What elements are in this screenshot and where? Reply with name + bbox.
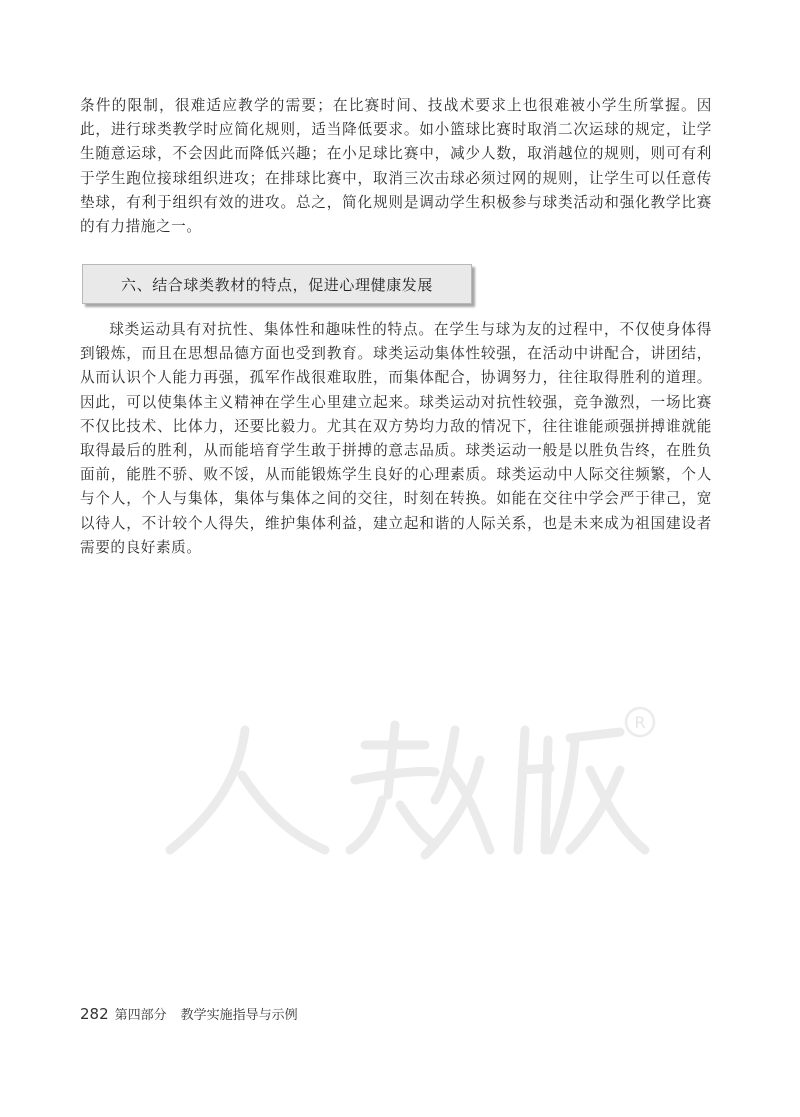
paragraph-top: 条件的限制，很难适应教学的需要；在比赛时间、技战术要求上也很难被小学生所掌握。因此，进行球类教学时应简化规则，适当降低要求。如小篮球比赛时取消二次运球的规定，让学生随意运球，不会因此而降低兴趣；在小足球比赛中，减少人数，取消越位的规则，则可有利于学生跑位接球组织进攻；在排球比赛中，取消三次击球必须过网的规则，让学生可以任意传垫球，有利于组织有效的进攻。总之，简化规则是调动学生积极参与球类活动和强化教学比赛的有力措施之一。 [80, 97, 712, 236]
section-heading: 六、结合球类教材的特点，促进心理健康发展 [121, 275, 434, 294]
page-footer [80, 1004, 298, 1023]
footer-part: 第四部分 [114, 1008, 167, 1023]
paragraph-main: 球类运动具有对抗性、集体性和趣味性的特点。在学生与球为友的过程中，不仅使身体得到锻炼，而且在思想品德方面也受到教育。球类运动集体性较强，在活动中讲配合，讲团结，从而认识个人能力再强，孤军作战很难取胜，而集体配合，协调努力，往往取得胜利的道理。因此，可以使集体主义精神在学生心里建立起来。球类运动对抗性较强，竞争激烈，一场比赛不仅比技术、比体力，还要比毅力。尤其在双方势均力敌的情况下，往往谁能顽强拼搏谁就能取得最后的胜利，从而能培育学生敢于拼搏的意志品质。球类运动一般是以胜负告终，在胜负面前，能胜不骄、败不馁，从而能锻炼学生良好的心理素质。球类运动中人际交往频繁，个人与个人，个人与集体，集体与集体之间的交往，时刻在转换。如能在交往中学会严于律己，宽以待人，不计较个人得失，维护集体利益，建立起和谐的人际关系，也是未来成为祖国建设者需要的良好素质。 [80, 321, 712, 556]
svg-text:R: R [634, 713, 646, 732]
publisher-watermark-logo [150, 700, 670, 880]
page-number: 282 [80, 1005, 109, 1023]
footer-title: 教学实施指导与示例 [180, 1008, 298, 1023]
section-heading-box [82, 264, 472, 304]
